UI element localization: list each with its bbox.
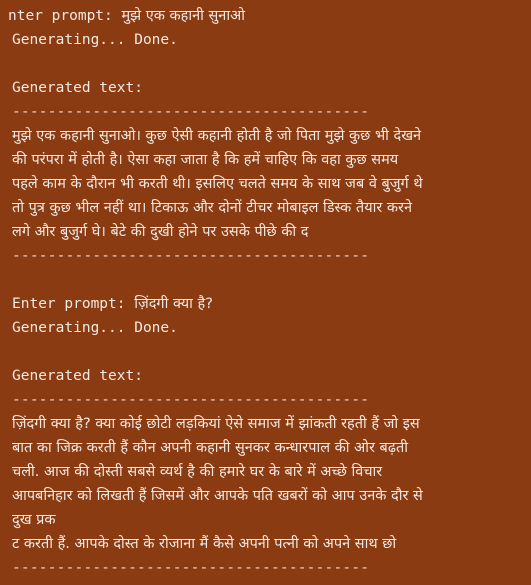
status-line-2: Generating... Done. bbox=[12, 320, 178, 336]
separator-line: ---------------------------------------- bbox=[12, 392, 370, 408]
output-line: बात का जिक्र करती हैं कौन अपनी कहानी सुनकर कन्धारपाल की ओर बढ़ती bbox=[12, 440, 408, 456]
generated-header-2: Generated text: bbox=[12, 368, 143, 384]
generated-header-1: Generated text: bbox=[12, 80, 143, 96]
separator-line: ---------------------------------------- bbox=[12, 248, 370, 264]
blank-line bbox=[12, 340, 531, 364]
blank-line bbox=[12, 52, 531, 76]
separator-line: ---------------------------------------- bbox=[12, 560, 370, 576]
output-line: आपबनिहार को लिखती हैं जिसमें और आपके पति खबरों को आप उनके दौर से bbox=[12, 488, 423, 504]
prompt-line-2 bbox=[12, 292, 531, 316]
status-line-1: Generating... Done. bbox=[12, 32, 178, 48]
prompt-label: Enter prompt: bbox=[12, 296, 135, 312]
output-line: दुख प्रक bbox=[12, 512, 56, 528]
prompt-line-1 bbox=[8, 4, 531, 28]
separator-line: ---------------------------------------- bbox=[12, 104, 370, 120]
output-line: की परंपरा में होती है। ऐसा कहा जाता है कि हमें चाहिए कि वहा कुछ समय bbox=[12, 152, 399, 168]
output-line: तो पुत्र कुछ भील नहीं था। टिकाऊ और दोनों टीचर मोबाइल डिस्क तैयार करने bbox=[12, 200, 413, 216]
output-line: ट करती हैं. आपके दोस्त के रोजाना मैं कैसे अपनी पत्नी को अपने साथ छो bbox=[12, 536, 397, 552]
blank-line bbox=[12, 268, 531, 292]
output-line: मुझे एक कहानी सुनाओ। कुछ ऐसी कहानी होती है जो पिता मुझे कुछ भी देखने bbox=[12, 128, 422, 144]
prompt-text: ज़िंदगी क्या है? bbox=[134, 296, 213, 312]
output-line: ज़िंदगी क्या है? क्या कोई छोटी लड़कियां ऐसे समाज में झांकती रहती हैं जो इस bbox=[12, 416, 420, 432]
output-line: चली. आज की दोस्ती सबसे व्यर्थ है की हमारे घर के बारे में अच्छे विचार bbox=[12, 464, 383, 480]
prompt-text: मुझे एक कहानी सुनाओ bbox=[121, 8, 245, 24]
prompt-label: nter prompt: bbox=[8, 8, 122, 24]
output-line: लगे और बुजुर्ग घे। बेटे की दुखी होने पर उसके पीछे की द bbox=[12, 224, 309, 240]
output-line: पहले काम के दौरान भी करती थी। इसलिए चलते समय के साथ जब वे बुजुर्ग थे bbox=[12, 176, 423, 192]
